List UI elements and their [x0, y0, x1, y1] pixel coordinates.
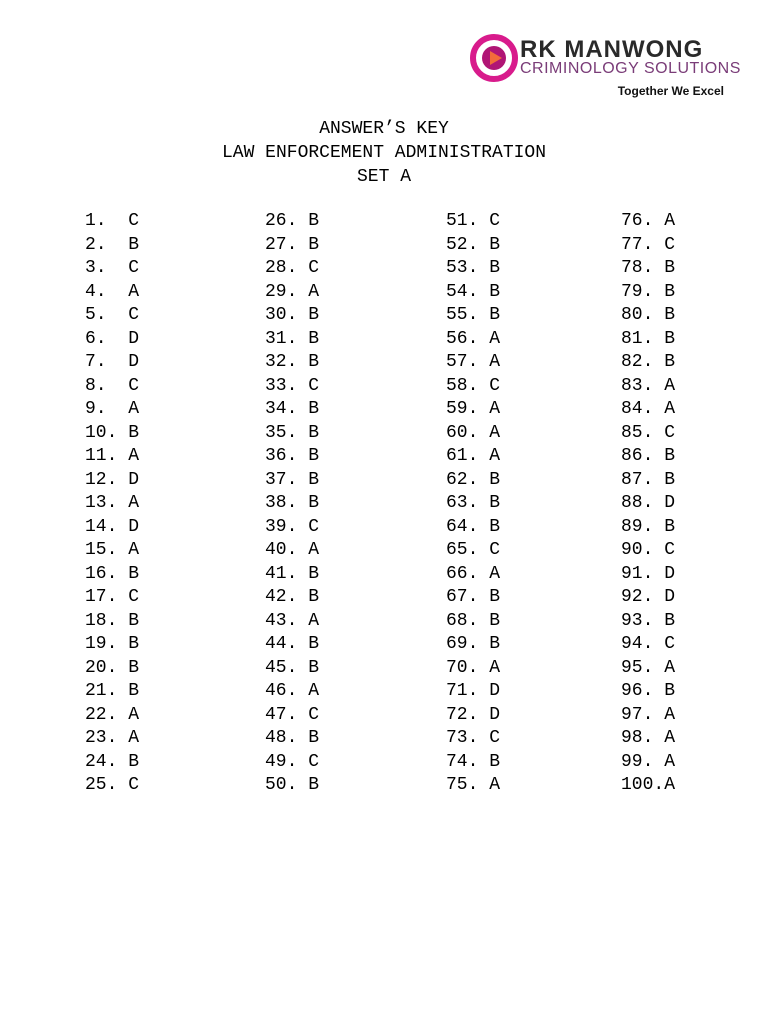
- answer-item: 42. B: [265, 587, 320, 607]
- answer-item: 23. A: [85, 728, 140, 748]
- answer-item: 12. D: [85, 469, 140, 490]
- answer-item: 93. B: [621, 610, 676, 631]
- answer-item: 59. A: [446, 399, 501, 419]
- answer-item: 54. B: [446, 281, 501, 302]
- answer-item: 96. B: [621, 681, 676, 701]
- logo-circle-icon: [470, 34, 518, 82]
- answer-item: 63. B: [446, 493, 501, 513]
- answer-item: 21. B: [85, 681, 140, 701]
- answer-item: 76. A: [621, 211, 676, 231]
- answer-item: 11. A: [85, 446, 140, 466]
- answer-item: 56. A: [446, 328, 501, 349]
- heading-line-3: SET A: [356, 167, 411, 187]
- answer-item: 43. A: [265, 610, 320, 631]
- answer-item: 38. B: [265, 493, 320, 513]
- answer-item: 41. B: [265, 563, 320, 584]
- answer-item: 51. C: [446, 211, 501, 231]
- answer-item: 100.A: [621, 775, 676, 795]
- heading-line-1: ANSWER’S KEY: [319, 119, 449, 139]
- answer-item: 28. C: [265, 258, 320, 278]
- answer-item: 86. B: [621, 446, 676, 466]
- answer-item: 92. D: [621, 587, 676, 607]
- answer-item: 37. B: [265, 469, 320, 490]
- answer-item: 2. B: [85, 234, 140, 255]
- answer-item: 46. A: [265, 681, 320, 701]
- answer-item: 75. A: [446, 775, 501, 795]
- answer-item: 69. B: [446, 634, 501, 654]
- answer-item: 45. B: [265, 657, 320, 678]
- answer-item: 5. C: [85, 305, 140, 325]
- answer-item: 50. B: [265, 775, 320, 795]
- answer-item: 89. B: [621, 516, 676, 537]
- answer-item: 53. B: [446, 258, 501, 278]
- answer-item: 61. A: [446, 446, 501, 466]
- answer-item: 79. B: [621, 281, 676, 302]
- answer-item: 26. B: [265, 211, 320, 231]
- brand-tagline: Together We Excel: [617, 84, 724, 98]
- answer-item: 66. A: [446, 563, 501, 584]
- answer-item: 74. B: [446, 751, 501, 772]
- answer-item: 52. B: [446, 234, 501, 255]
- answer-item: 25. C: [85, 775, 140, 795]
- answer-item: 84. A: [621, 399, 676, 419]
- answer-column: [621, 210, 768, 798]
- answer-item: 7. D: [85, 352, 140, 372]
- answer-item: 4. A: [85, 281, 140, 302]
- answer-item: 64. B: [446, 516, 501, 537]
- answer-item: 85. C: [621, 422, 676, 443]
- answer-item: 73. C: [446, 728, 501, 748]
- brand-logo: [470, 34, 741, 84]
- answer-item: 94. C: [621, 634, 676, 654]
- answer-item: 29. A: [265, 281, 320, 302]
- answer-item: 1. C: [85, 211, 140, 231]
- answer-item: 32. B: [265, 352, 320, 372]
- answer-item: 72. D: [446, 704, 501, 725]
- answer-item: 22. A: [85, 704, 140, 725]
- answer-item: 8. C: [85, 375, 140, 396]
- answer-item: 34. B: [265, 399, 320, 419]
- answer-item: 15. A: [85, 540, 140, 560]
- answer-item: 77. C: [621, 234, 676, 255]
- answer-item: 35. B: [265, 422, 320, 443]
- answer-item: 88. D: [621, 493, 676, 513]
- answer-item: 36. B: [265, 446, 320, 466]
- answer-item: 98. A: [621, 728, 676, 748]
- answer-item: 10. B: [85, 422, 140, 443]
- answer-item: 90. C: [621, 540, 676, 560]
- answer-item: 14. D: [85, 516, 140, 537]
- answer-grid: [0, 210, 768, 800]
- answer-item: 55. B: [446, 305, 501, 325]
- answer-item: 80. B: [621, 305, 676, 325]
- answer-item: 40. A: [265, 540, 320, 560]
- answer-item: 71. D: [446, 681, 501, 701]
- answer-column: [446, 210, 606, 798]
- answer-item: 39. C: [265, 516, 320, 537]
- answer-item: 47. C: [265, 704, 320, 725]
- answer-item: 57. A: [446, 352, 501, 372]
- answer-item: 24. B: [85, 751, 140, 772]
- answer-item: 27. B: [265, 234, 320, 255]
- answer-item: 65. C: [446, 540, 501, 560]
- answer-item: 19. B: [85, 634, 140, 654]
- answer-item: 68. B: [446, 610, 501, 631]
- answer-item: 70. A: [446, 657, 501, 678]
- answer-item: 91. D: [621, 563, 676, 584]
- answer-item: 6. D: [85, 328, 140, 349]
- answer-item: 16. B: [85, 563, 140, 584]
- brand-subtitle: CRIMINOLOGY SOLUTIONS: [520, 60, 741, 77]
- answer-item: 33. C: [265, 375, 320, 396]
- answer-item: 78. B: [621, 258, 676, 278]
- answer-item: 95. A: [621, 657, 676, 678]
- answer-item: 13. A: [85, 493, 140, 513]
- answer-item: 62. B: [446, 469, 501, 490]
- answer-item: 48. B: [265, 728, 320, 748]
- answer-item: 97. A: [621, 704, 676, 725]
- answer-item: 81. B: [621, 328, 676, 349]
- answer-column: [265, 210, 425, 798]
- answer-item: 9. A: [85, 399, 140, 419]
- answer-item: 3. C: [85, 258, 140, 278]
- answer-item: 87. B: [621, 469, 676, 490]
- answer-item: 31. B: [265, 328, 320, 349]
- heading-line-2: LAW ENFORCEMENT ADMINISTRATION: [221, 143, 547, 163]
- answer-item: 17. C: [85, 587, 140, 607]
- answer-item: 44. B: [265, 634, 320, 654]
- answer-item: 49. C: [265, 751, 320, 772]
- answer-item: 30. B: [265, 305, 320, 325]
- answer-item: 18. B: [85, 610, 140, 631]
- answer-item: 20. B: [85, 657, 140, 678]
- answer-item: 58. C: [446, 375, 501, 396]
- answer-item: 99. A: [621, 751, 676, 772]
- answer-item: 83. A: [621, 375, 676, 396]
- brand-name: RK MANWONG: [520, 36, 704, 63]
- answer-item: 67. B: [446, 587, 501, 607]
- answer-item: 82. B: [621, 352, 676, 372]
- answer-column: [85, 210, 245, 798]
- answer-key-heading: [0, 117, 768, 189]
- answer-item: 60. A: [446, 422, 501, 443]
